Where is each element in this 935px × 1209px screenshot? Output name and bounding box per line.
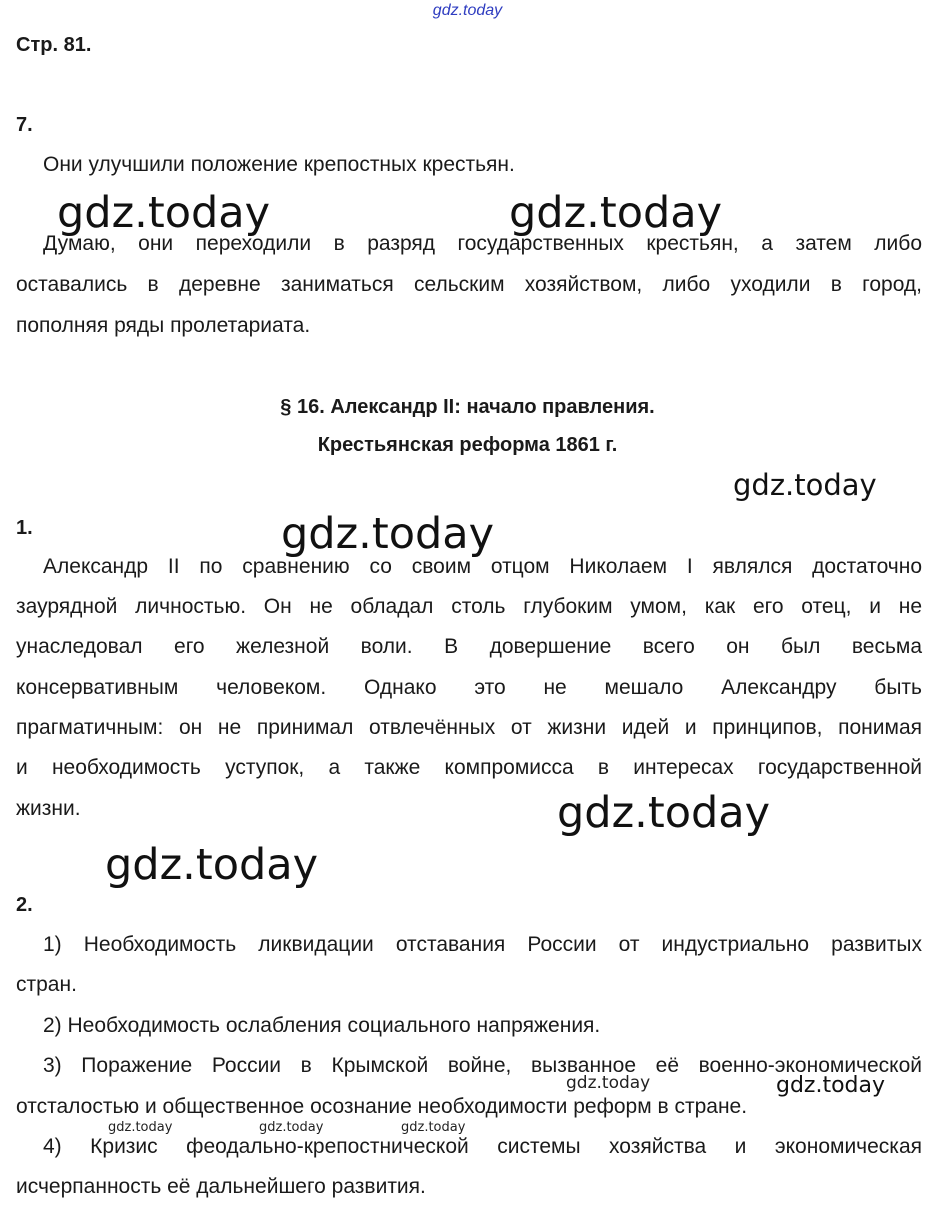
watermark-8: gdz.today — [566, 1073, 651, 1093]
watermark-6: gdz.today — [105, 840, 319, 890]
top-watermark: gdz.today — [432, 2, 503, 19]
question-1-line-7: жизни. — [16, 797, 81, 820]
question-2-item-3-line-2: отсталостью и общественное осознание необходимости реформ в стране. — [16, 1095, 748, 1118]
watermark-9: gdz.today — [108, 1120, 173, 1135]
watermark-5: gdz.today — [557, 788, 771, 838]
page-reference: Стр. 81. — [16, 34, 92, 56]
question-7-paragraph-2-line-3: пополняя ряды пролетариата. — [16, 314, 311, 337]
watermark-10: gdz.today — [259, 1120, 324, 1135]
question-7-number: 7. — [16, 114, 33, 136]
watermark-3: gdz.today — [733, 468, 877, 502]
watermark-1: gdz.today — [57, 188, 271, 238]
watermark-11: gdz.today — [401, 1120, 466, 1135]
question-1-line-5: прагматичным: он не принимал отвлечённых от жизни идей и принципов, понимая — [16, 716, 922, 739]
question-2-item-4-line-2: исчерпанность её дальнейшего развития. — [16, 1175, 426, 1198]
question-7-paragraph-1: Они улучшили положение крепостных крестьян. — [43, 153, 515, 176]
question-2-item-3-line-1: 3) Поражение России в Крымской войне, вызванное её военно-экономической — [43, 1054, 922, 1077]
question-1-line-6: и необходимость уступок, а также компромисса в интересах государственной — [16, 756, 922, 779]
question-1-line-3: унаследовал его железной воли. В довершение всего он был весьма — [16, 635, 922, 658]
watermark-7: gdz.today — [776, 1073, 886, 1098]
question-7-paragraph-2-line-1: Думаю, они переходили в разряд государственных крестьян, а затем либо — [43, 232, 922, 255]
question-2-item-1-line-1: 1) Необходимость ликвидации отставания России от индустриально развитых — [43, 933, 922, 956]
watermark-4: gdz.today — [281, 509, 495, 559]
question-1-line-1: Александр II по сравнению со своим отцом Николаем I являлся достаточно — [43, 555, 922, 578]
question-7-paragraph-2-line-2: оставались в деревне заниматься сельским хозяйством, либо уходили в город, — [16, 273, 922, 296]
question-1-line-2: заурядной личностью. Он не обладал столь глубоким умом, как его отец, и не — [16, 595, 922, 618]
section-title-line-1: § 16. Александр II: начало правления. — [280, 396, 655, 418]
question-2-item-1-line-2: стран. — [16, 973, 77, 996]
question-1-number: 1. — [16, 517, 33, 539]
question-2-number: 2. — [16, 894, 33, 916]
question-2-item-4-line-1: 4) Кризис феодально-крепостнической системы хозяйства и экономическая — [43, 1135, 922, 1158]
question-1-line-4: консервативным человеком. Однако это не мешало Александру быть — [16, 676, 922, 699]
watermark-2: gdz.today — [509, 188, 723, 238]
section-title-line-2: Крестьянская реформа 1861 г. — [317, 434, 618, 456]
question-2-item-2: 2) Необходимость ослабления социального напряжения. — [43, 1014, 601, 1037]
